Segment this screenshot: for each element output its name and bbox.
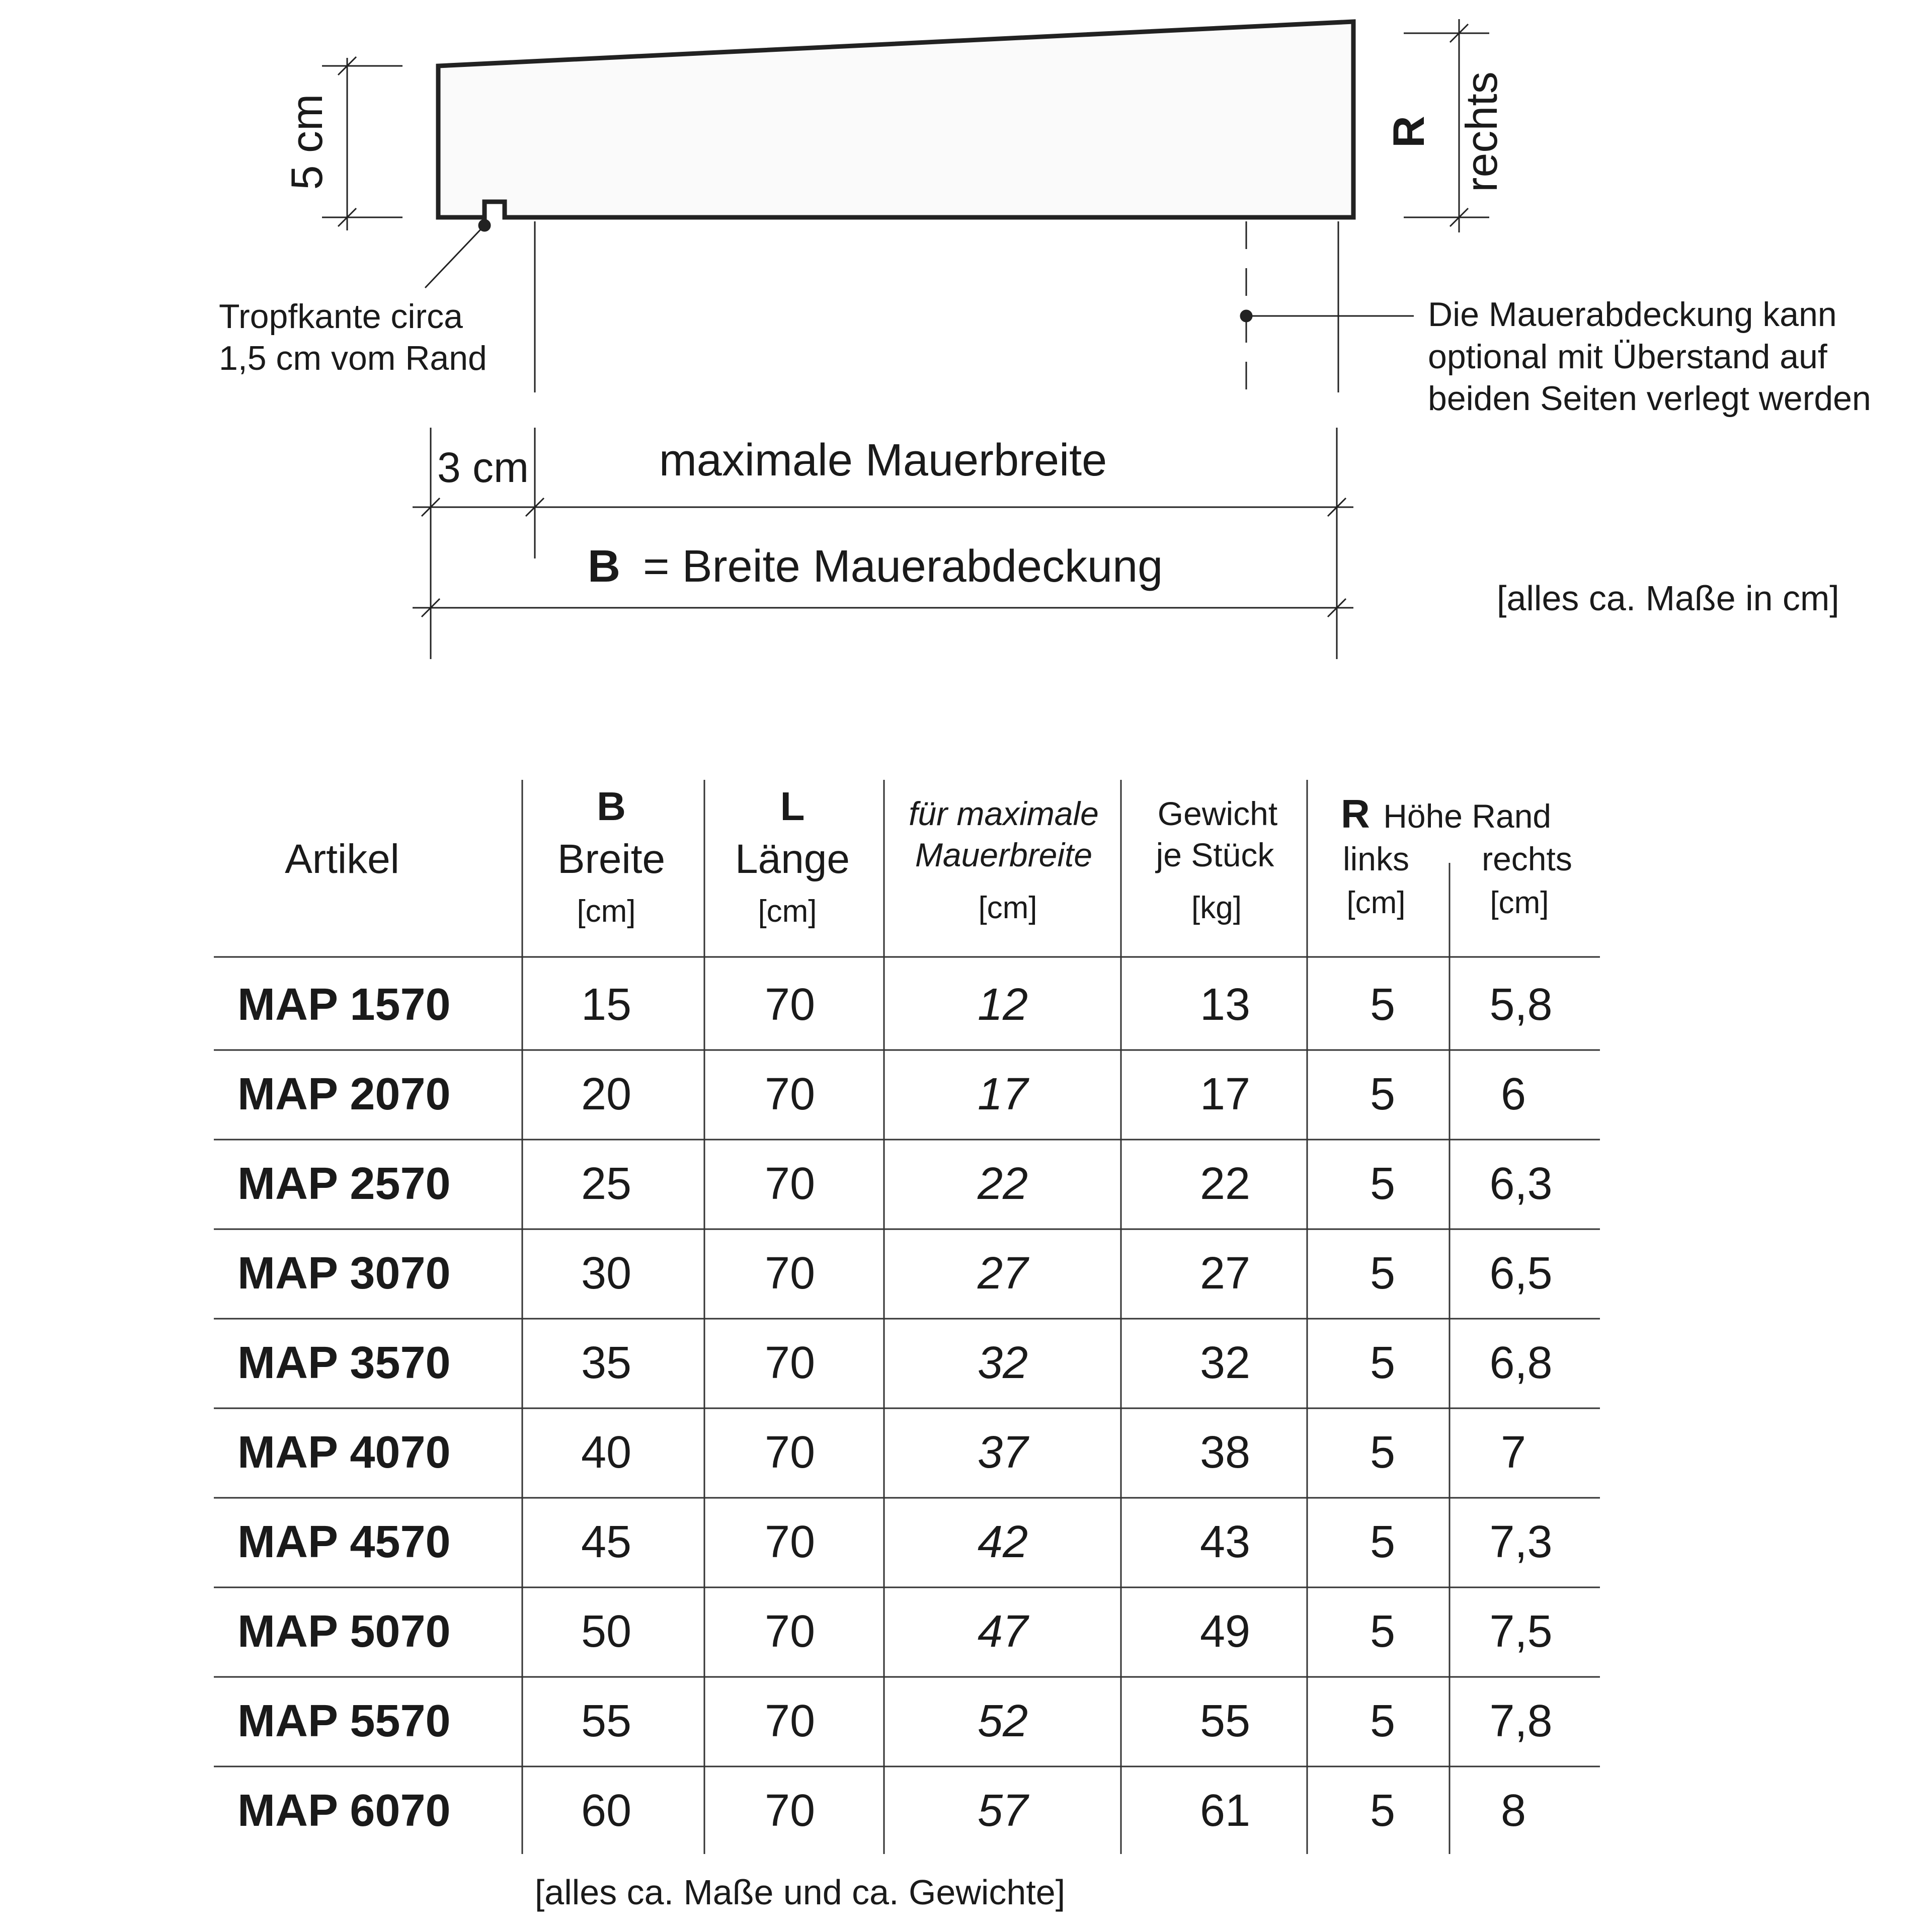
cell-breite: 20 (581, 1069, 632, 1119)
overhang-note-line3: beiden Seiten verlegt werden (1428, 379, 1871, 418)
cell-rechts: 5,8 (1489, 980, 1553, 1030)
cell-breite: 15 (581, 980, 632, 1030)
cell-gewicht: 49 (1199, 1606, 1251, 1657)
height-dimension-left (322, 57, 403, 230)
cell-laenge: 70 (764, 1248, 816, 1299)
table-row (237, 1427, 1526, 1478)
cell-laenge: 70 (764, 1069, 816, 1119)
header-links-unit: [cm] (1346, 886, 1406, 920)
table-row (237, 980, 1553, 1030)
header-rechts: rechts (1482, 840, 1572, 877)
cell-links: 5 (1370, 1427, 1396, 1478)
header-r-group (1341, 791, 1551, 836)
header-weight-unit: [kg] (1191, 891, 1242, 925)
cell-artikel: MAP 5570 (237, 1696, 451, 1746)
cell-laenge: 70 (764, 1786, 816, 1836)
cell-laenge: 70 (764, 1338, 816, 1388)
table-row (237, 1159, 1553, 1209)
cell-gewicht: 27 (1199, 1248, 1251, 1299)
cell-links: 5 (1370, 1786, 1396, 1836)
header-rechts-unit: [cm] (1490, 886, 1549, 920)
table-header (285, 784, 1572, 929)
cell-artikel: MAP 4070 (237, 1427, 451, 1478)
header-links: links (1342, 840, 1410, 877)
cell-laenge: 70 (764, 1696, 816, 1746)
cell-rechts: 7 (1500, 1427, 1526, 1478)
cell-max: 12 (977, 980, 1028, 1030)
cell-gewicht: 43 (1199, 1517, 1251, 1567)
cell-artikel: MAP 3570 (237, 1338, 451, 1388)
table-row (237, 1338, 1553, 1388)
cell-max: 47 (977, 1606, 1028, 1657)
overhang-note-line2: optional mit Überstand auf (1428, 338, 1827, 376)
cell-rechts: 8 (1500, 1786, 1526, 1836)
cell-gewicht: 38 (1199, 1427, 1251, 1478)
cell-max: 57 (977, 1786, 1028, 1836)
cell-links: 5 (1370, 1338, 1396, 1388)
max-wall-dimension (413, 498, 1353, 516)
cell-breite: 50 (581, 1606, 632, 1657)
cell-links: 5 (1370, 1069, 1396, 1119)
capstone-outline (438, 22, 1353, 217)
cell-breite: 35 (581, 1338, 632, 1388)
cross-section-profile (438, 22, 1353, 217)
cell-artikel: MAP 2570 (237, 1159, 451, 1209)
cell-laenge: 70 (764, 1427, 816, 1478)
cell-breite: 30 (581, 1248, 632, 1299)
cell-breite: 55 (581, 1696, 632, 1746)
header-r-title: Höhe Rand (1383, 797, 1552, 835)
cell-rechts: 6,3 (1489, 1159, 1553, 1209)
cell-links: 5 (1370, 1606, 1396, 1657)
cell-links: 5 (1370, 1696, 1396, 1746)
table-row (237, 1248, 1553, 1299)
cell-gewicht: 55 (1199, 1696, 1251, 1746)
overhang-leader (1241, 310, 1414, 321)
table-row (237, 1517, 1553, 1567)
cell-rechts: 7,5 (1489, 1606, 1553, 1657)
cell-gewicht: 32 (1199, 1338, 1251, 1388)
cell-max: 17 (977, 1069, 1028, 1119)
cell-breite: 25 (581, 1159, 632, 1209)
cell-artikel: MAP 5070 (237, 1606, 451, 1657)
cell-links: 5 (1370, 1517, 1396, 1567)
cell-max: 37 (977, 1427, 1028, 1478)
header-b-unit: [cm] (577, 894, 636, 929)
cell-gewicht: 22 (1199, 1159, 1251, 1209)
header-l-unit: [cm] (758, 894, 817, 929)
cell-gewicht: 13 (1199, 980, 1251, 1030)
table-row (237, 1786, 1526, 1836)
cell-laenge: 70 (764, 980, 816, 1030)
cell-max: 52 (977, 1696, 1028, 1746)
cell-rechts: 7,3 (1489, 1517, 1553, 1567)
header-weight-line2: je Stück (1156, 836, 1274, 873)
header-weight-line1: Gewicht (1157, 795, 1278, 832)
cell-max: 27 (977, 1248, 1028, 1299)
drip-note-line2: 1,5 cm vom Rand (219, 339, 487, 377)
cell-breite: 45 (581, 1517, 632, 1567)
cell-max: 42 (977, 1517, 1028, 1567)
cell-max: 32 (977, 1338, 1028, 1388)
table-row (237, 1696, 1553, 1746)
cell-rechts: 6 (1500, 1069, 1526, 1119)
rechts-label: rechts (1457, 71, 1506, 192)
cell-breite: 60 (581, 1786, 632, 1836)
units-note: [alles ca. Maße in cm] (1497, 579, 1839, 618)
drip-edge-leader (425, 220, 490, 288)
b-label-text: = Breite Mauerabdeckung (643, 541, 1163, 592)
offset-label: 3 cm (437, 444, 529, 491)
b-width-label (588, 541, 1163, 592)
header-artikel: Artikel (285, 836, 399, 882)
table-row (237, 1069, 1526, 1119)
cell-max: 22 (977, 1159, 1028, 1209)
cell-breite: 40 (581, 1427, 632, 1478)
spec-table (214, 780, 1600, 1912)
cell-gewicht: 17 (1199, 1069, 1251, 1119)
header-b-symbol: B (597, 784, 626, 829)
r-label: R (1384, 116, 1433, 148)
header-max-line1: für maximale (909, 795, 1099, 832)
height-label: 5 cm (282, 94, 332, 190)
header-r-symbol: R (1341, 791, 1370, 836)
header-b-name: Breite (557, 836, 666, 882)
table-grid (214, 780, 1600, 1854)
cell-rechts: 6,5 (1489, 1248, 1553, 1299)
header-l-name: Länge (735, 836, 850, 882)
cell-laenge: 70 (764, 1159, 816, 1209)
max-wall-label: maximale Mauerbreite (659, 435, 1107, 486)
total-width-dimension (413, 599, 1353, 617)
table-row (237, 1606, 1553, 1657)
cell-rechts: 7,8 (1489, 1696, 1553, 1746)
table-footnote: [alles ca. Maße und ca. Gewichte] (534, 1873, 1066, 1912)
cell-gewicht: 61 (1199, 1786, 1251, 1836)
cell-artikel: MAP 1570 (237, 980, 451, 1030)
cell-artikel: MAP 6070 (237, 1786, 451, 1836)
cell-laenge: 70 (764, 1517, 816, 1567)
cell-artikel: MAP 3070 (237, 1248, 451, 1299)
cell-laenge: 70 (764, 1606, 816, 1657)
header-max-unit: [cm] (978, 891, 1037, 925)
cell-artikel: MAP 2070 (237, 1069, 451, 1119)
cell-artikel: MAP 4570 (237, 1517, 451, 1567)
cell-rechts: 6,8 (1489, 1338, 1553, 1388)
header-max-line2: Mauerbreite (915, 836, 1093, 873)
cell-links: 5 (1370, 980, 1396, 1030)
header-l-symbol: L (780, 784, 805, 829)
drip-note-line1: Tropfkante circa (219, 297, 463, 336)
b-symbol: B (588, 541, 620, 592)
cell-links: 5 (1370, 1159, 1396, 1209)
cell-links: 5 (1370, 1248, 1396, 1299)
overhang-note-line1: Die Mauerabdeckung kann (1428, 295, 1837, 334)
